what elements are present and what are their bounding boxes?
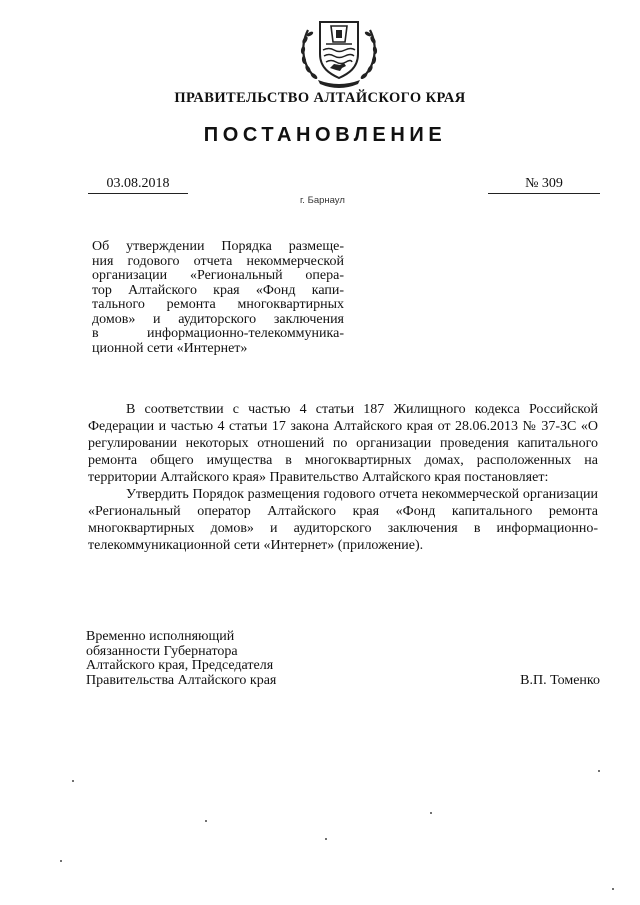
scan-speck [430,812,432,814]
scan-speck [598,770,600,772]
subject-line: Об утверждении Порядка размеще- [92,239,344,254]
body-paragraph-resolution: Утвердить Порядок размещения годового отчета некоммерческой организации «Региональный оператор Алтайского края «Фонд капитального ремонта многоквартирных домов» и аудиторского заключения в информационно-телекоммуникационной сети «Интернет» (приложение). [88,487,598,553]
document-number: № 309 [488,176,600,194]
subject-line: домов» и аудиторского заключения [92,311,344,327]
document-subject [92,240,344,356]
scan-speck [60,860,62,862]
scan-speck [72,780,74,782]
signer-position [86,630,346,688]
subject-line: тор Алтайского края «Фонд капи- [92,282,344,298]
document-city: г. Барнаул [300,195,345,206]
coat-of-arms-emblem [296,8,382,92]
document-date: 03.08.2018 [88,176,188,194]
subject-line: в информационно-телекоммуника- [92,326,344,341]
document-type-title: ПОСТАНОВЛЕНИЕ [203,124,447,146]
signer-position-line: Временно исполняющий [86,629,235,644]
body-paragraph-preamble: В соответствии с частью 4 статьи 187 Жилищного кодекса Российской Федерации и частью 4 статьи 17 закона Алтайского края от 28.06.2013 № 37-ЗС «О регулировании некоторых отношений по организации проведения капитального ремонта общего имущества в многоквартирных домах, расположенных на территории Алтайского края» Правительство Алтайского края постановляет: [88,402,598,485]
scan-speck [325,838,327,840]
document-body [88,401,598,554]
signer-position-line: обязанности Губернатора [86,643,238,659]
signer-position-line: Алтайского края, Председателя [86,658,274,673]
subject-line: тального ремонта многоквартирных [92,297,344,312]
signer-name: В.П. Томенко [520,673,600,688]
signer-position-line: Правительства Алтайского края [86,672,277,688]
subject-line: ния годового отчета некоммерческой [92,253,344,269]
scan-speck [612,888,614,890]
subject-line: ционной сети «Интернет» [92,340,248,356]
subject-line: организации «Региональный опера- [92,268,344,283]
scan-speck [205,820,207,822]
government-name: ПРАВИТЕЛЬСТВО АЛТАЙСКОГО КРАЯ [174,90,466,106]
